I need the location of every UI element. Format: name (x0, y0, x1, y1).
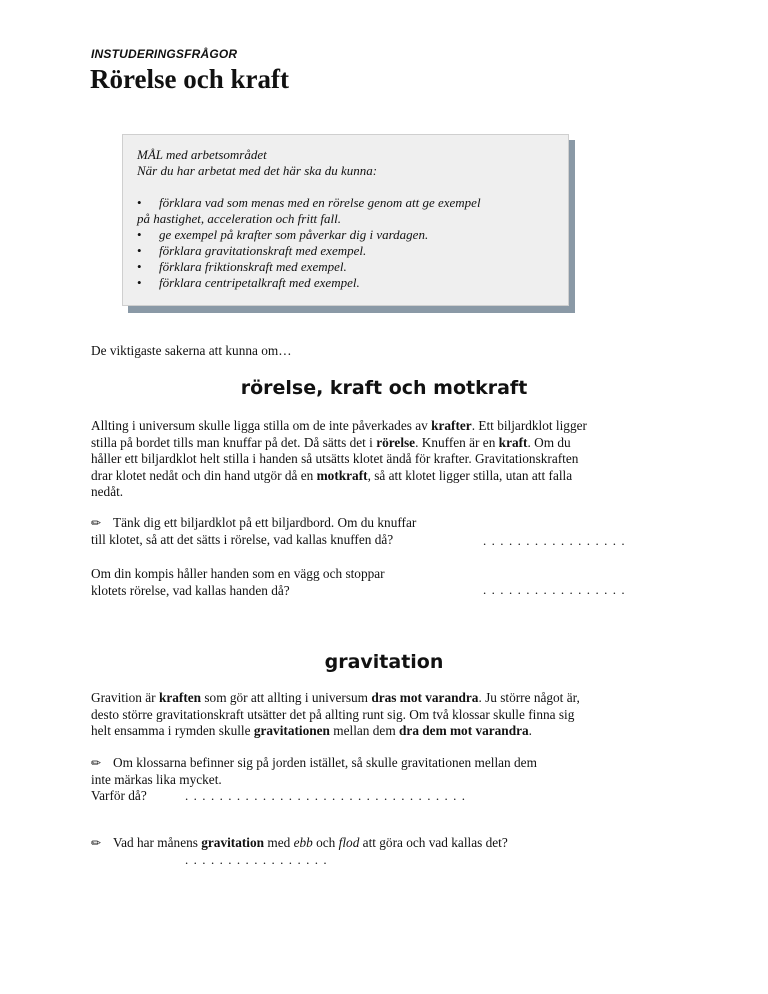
goal-heading: MÅL med arbetsområdet (137, 147, 267, 162)
goal-item: • förklara friktionskraft med exempel. (137, 259, 347, 274)
bullet-icon: • (137, 227, 142, 242)
answer-blank-earth[interactable]: ................................. (185, 788, 471, 803)
pencil-icon: ✏ (91, 756, 102, 770)
bullet-icon: • (137, 259, 142, 274)
question-hand: Om din kompis håller handen som en vägg och stoppar klotets rörelse, vad kallas handen då? (91, 566, 385, 598)
section-paragraph-motion: Allting i universum skulle ligga stilla om de inte påverkades av krafter. Ett biljardklot ligger stilla på bordet tills man knuffar på det. Då sätts det i rörelse. Knuffen är en kraft. Om du håller ett biljardklot helt stilla i handen så utsätts klotet ändå för krafter. Gravitationskraften drar klotet nedåt och din hand utgör då en motkraft, så att klotet ligger stilla, utan att falla nedåt. (91, 418, 587, 499)
goal-item-continuation: på hastighet, acceleration och fritt fall. (137, 211, 342, 226)
goal-item: • ge exempel på krafter som påverkar dig i vardagen. (137, 227, 429, 242)
pencil-icon: ✏ (91, 516, 102, 530)
answer-blank-hand[interactable]: ................. (483, 582, 631, 597)
answer-blank-moon[interactable]: ................. (185, 852, 333, 867)
section-paragraph-gravitation: Gravition är kraften som gör att allting i universum dras mot varandra. Ju större något är, desto större gravitationskraft utsätter det på allting runt sig. Om två klossar skulle finna sig helt ensamma i rymden skulle gravitationen mellan dem dra dem mot varandra. (91, 690, 580, 738)
section-heading-motion: rörelse, kraft och motkraft (240, 377, 528, 399)
pencil-icon: ✏ (91, 836, 102, 850)
goal-item: • förklara gravitationskraft med exempel. (137, 243, 367, 258)
goal-item: • förklara centripetalkraft med exempel. (137, 275, 360, 290)
goal-box (122, 134, 569, 306)
document-kicker: INSTUDERINGSFRÅGOR (91, 47, 238, 61)
section-heading-gravitation: gravitation (324, 651, 444, 673)
intro-text: De viktigaste sakerna att kunna om… (91, 343, 292, 358)
answer-blank-push[interactable]: ................. (483, 533, 631, 548)
question-push: ✏ Tänk dig ett biljardklot på ett biljardbord. Om du knuffar till klotet, så att det sätts i rörelse, vad kallas knuffen då? (91, 515, 417, 547)
bullet-icon: • (137, 275, 142, 290)
goal-item: • förklara vad som menas med en rörelse genom att ge exempel (137, 195, 481, 210)
question-earth: ✏ Om klossarna befinner sig på jorden istället, så skulle gravitationen mellan dem inte märkas lika mycket. Varför då? (91, 755, 537, 803)
bullet-icon: • (137, 195, 142, 210)
question-moon: ✏ Vad har månens gravitation med ebb och flod att göra och vad kallas det? (91, 835, 508, 850)
goal-intro: När du har arbetat med det här ska du kunna: (137, 163, 378, 178)
bullet-icon: • (137, 243, 142, 258)
document-title: Rörelse och kraft (90, 64, 289, 94)
